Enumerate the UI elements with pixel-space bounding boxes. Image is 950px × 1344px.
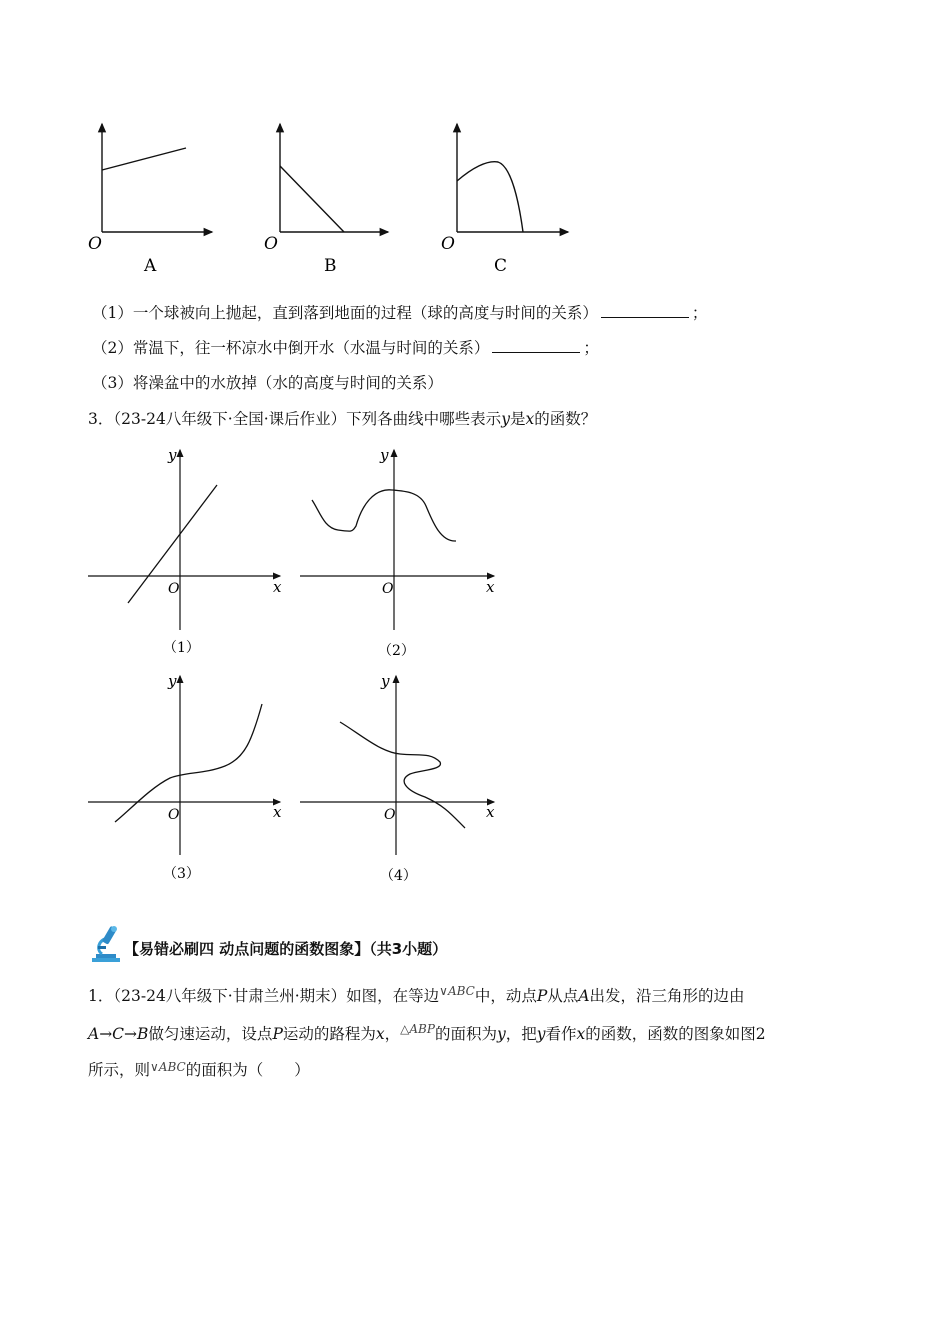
q3-source: （23-24八年级下·全国·课后作业） [113,410,347,428]
problem-1-line-1 [88,986,745,1007]
section-title: 【易错必刷四 动点问题的函数图象】（共3小题） [124,940,448,958]
graph-1-origin: O [168,581,180,597]
q2-item-1-text: （1）一个球被向上抛起，直到落到地面的过程（球的高度与时间的关系） [92,304,598,322]
graph-3-caption: （3） [163,866,200,882]
graph-3 [88,672,282,882]
graph-1-y-label: y [168,446,177,464]
graph-3-curve [115,704,262,822]
q2-item-2-end: ； [583,339,599,357]
q3-var-x: x [525,410,535,428]
microscope-icon [88,924,124,964]
q3-number: 3． [88,410,114,428]
p1-line2-b: 运动的路程为 [282,1025,376,1043]
graph-4-origin: O [384,807,396,823]
q2-item-2 [92,338,599,358]
q2-item-1 [92,303,707,323]
p1-point-p: P [536,987,548,1005]
graph-1 [88,446,282,656]
p1-path: A→C→B [88,1025,149,1043]
graph-4-x-label: x [486,803,495,821]
graph-4-curve [340,722,465,828]
figure-b-origin: O [264,234,278,254]
figure-c-origin: O [441,234,455,254]
graph-1-x-label: x [273,578,282,596]
p1-line2-d: ，把 [505,1025,537,1043]
p1-triangle-3: ∨ABC [150,1060,186,1074]
graph-2-origin: O [382,581,394,597]
figure-c-curve [457,162,523,232]
graph-2-x-label: x [486,578,495,596]
p1-point-p-2: P [272,1025,283,1043]
p1-line1-a: （23-24八年级下·甘肃兰州·期末）如图，在等边 [113,987,440,1005]
question-3 [88,409,596,429]
graph-2-curve [312,490,456,541]
problem-1-line-2 [88,1024,766,1045]
q2-item-1-end: ； [691,304,708,322]
p1-triangle-2: △ABP [400,1022,435,1036]
figure-a-origin: O [88,234,102,254]
graph-3-y-label: y [168,672,177,690]
q3-text-b: 是 [509,410,526,428]
p1-comma: ， [384,1025,401,1043]
q3-text-a: 下列各曲线中哪些表示 [346,410,502,428]
graph-2-caption: （2） [378,643,415,659]
answer-blank-2[interactable] [492,338,580,353]
p1-triangle-1: ∨ABC [439,984,475,998]
graph-3-x-label: x [273,803,282,821]
p1-line2-f: 的函数，函数的图象如图2 [585,1025,766,1043]
p1-line1-d: 出发，沿三角形的边由 [589,987,745,1005]
p1-line3-b: 的面积为（ ） [185,1061,310,1079]
figure-b-line [280,166,344,232]
graph-4-caption: （4） [380,868,417,884]
q2-item-3-text: （3）将澡盆中的水放掉（水的高度与时间的关系） [92,374,443,392]
p1-point-a: A [578,987,590,1005]
p1-line1-c: 从点 [547,987,579,1005]
figure-c [441,124,568,276]
q2-item-2-text: （2）常温下，往一杯凉水中倒开水（水温与时间的关系） [92,339,490,357]
graph-2 [300,446,495,659]
p1-var-y-2: y [536,1025,546,1043]
p1-line3-a: 所示，则 [88,1061,151,1079]
p1-var-x: x [375,1025,385,1043]
graph-4 [300,672,495,884]
p1-line1-b: 中，动点 [474,987,537,1005]
p1-var-y: y [496,1025,506,1043]
figure-c-label: C [494,256,508,276]
figure-a-label: A [144,256,157,276]
problem-1-line-3 [88,1060,310,1081]
figure-a-line [102,148,186,170]
graph-2-y-label: y [380,446,389,464]
graph-4-y-label: y [381,672,390,690]
q3-text-c: 的函数？ [534,410,597,428]
figure-a [88,124,212,276]
figure-b [264,124,388,276]
p1-number: 1． [88,987,114,1005]
answer-blank-1[interactable] [601,303,689,318]
q2-item-3 [92,373,443,393]
p1-line2-c: 的面积为 [434,1025,497,1043]
p1-line2-e: 看作 [545,1025,577,1043]
p1-var-x-2: x [576,1025,586,1043]
q3-var-y: y [501,410,510,428]
function-graphs [0,440,950,900]
graph-3-origin: O [168,807,180,823]
figure-b-label: B [324,256,337,276]
p1-line2-a: 做匀速运动，设点 [148,1025,273,1043]
top-figures [0,0,950,290]
graph-1-caption: （1） [163,640,200,656]
